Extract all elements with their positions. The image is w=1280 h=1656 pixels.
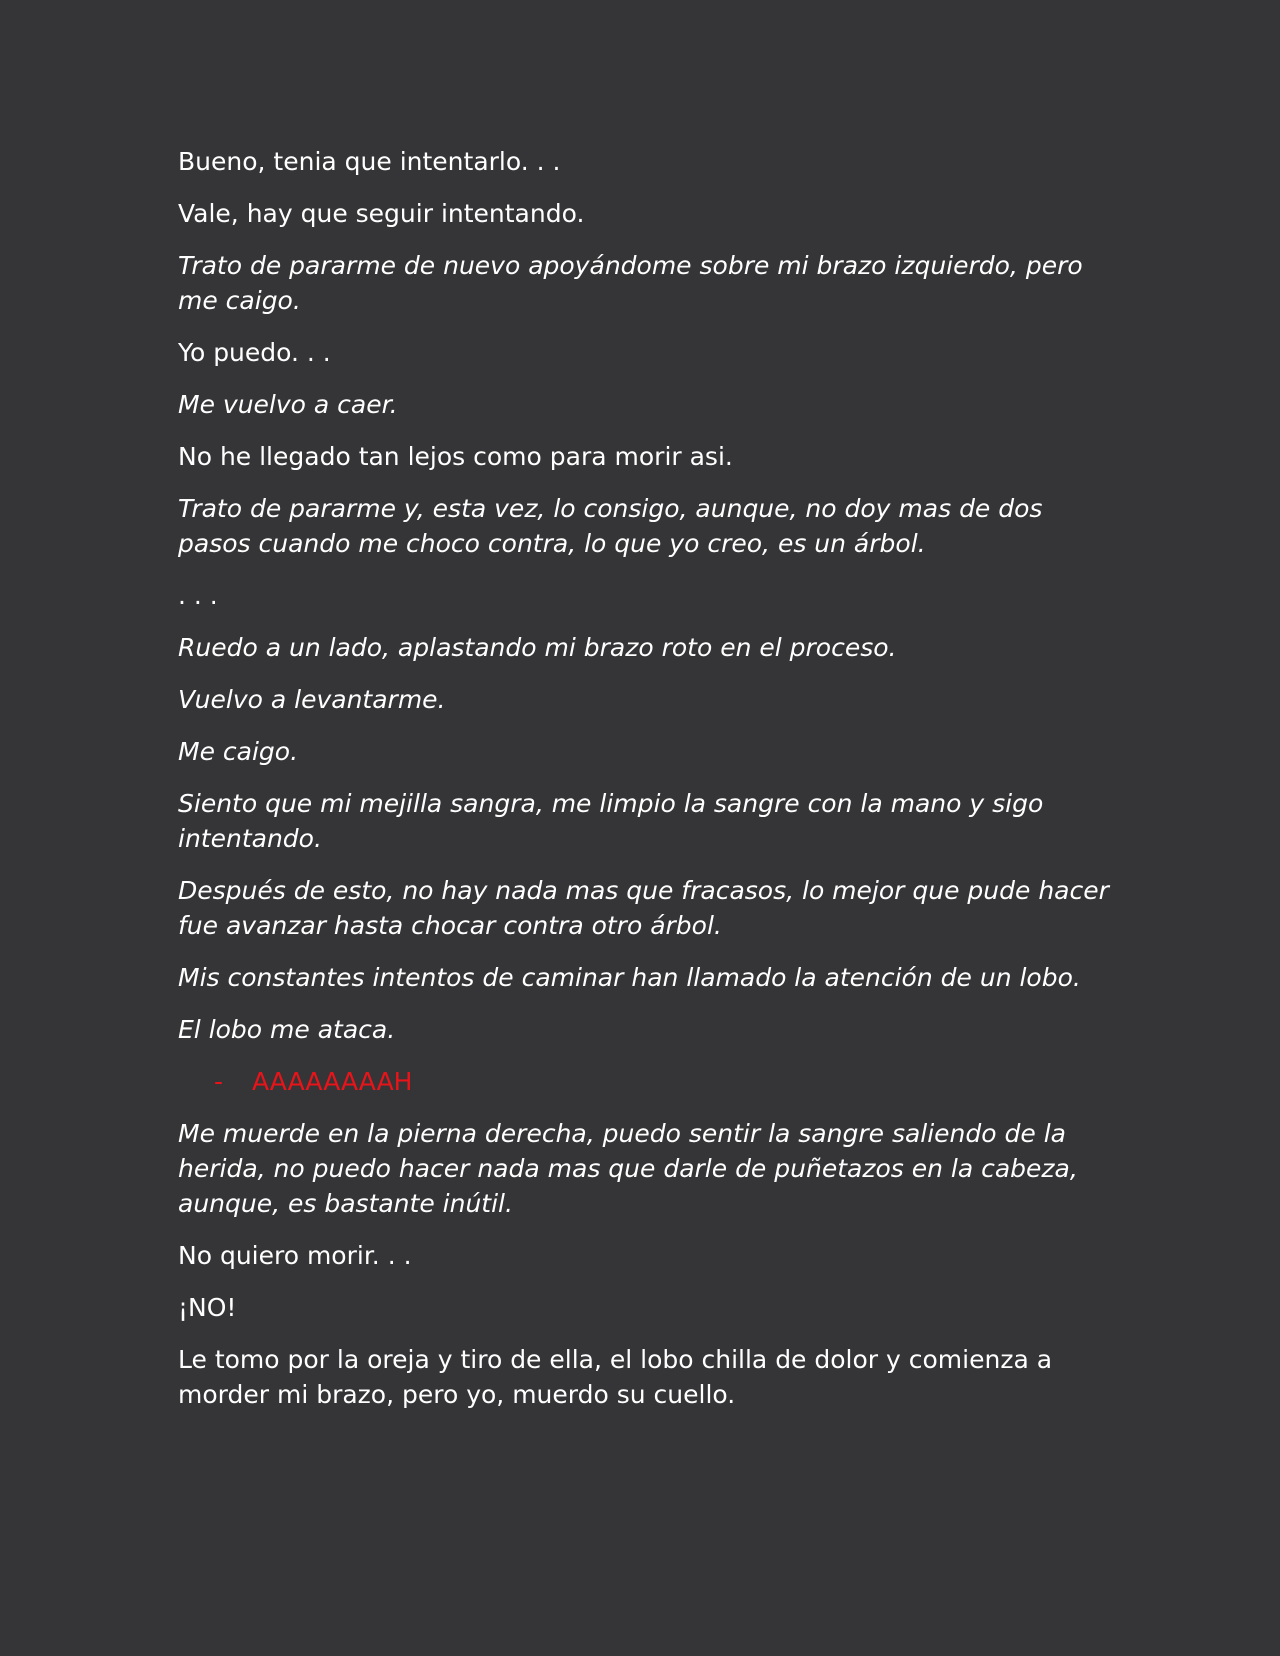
paragraph-italic: Siento que mi mejilla sangra, me limpio la sangre con la mano y sigo intentando. [178, 789, 1044, 853]
paragraph-italic: Mis constantes intentos de caminar han llamado la atención de un lobo. [178, 963, 1081, 992]
paragraph: Le tomo por la oreja y tiro de ella, el lobo chilla de dolor y comienza a morder mi brazo, pero yo, muerdo su cuello. [178, 1345, 1053, 1409]
paragraph-italic: Ruedo a un lado, aplastando mi brazo roto en el proceso. [178, 633, 897, 662]
paragraph-italic: Trato de pararme y, esta vez, lo consigo, aunque, no doy mas de dos pasos cuando me choco contra, lo que yo creo, es un árbol. [178, 494, 1043, 558]
paragraph: Bueno, tenia que intentarlo. . . [178, 147, 561, 176]
paragraph: No quiero morir. . . [178, 1241, 412, 1270]
paragraph-italic: El lobo me ataca. [178, 1015, 396, 1044]
paragraph-italic: Trato de pararme de nuevo apoyándome sobre mi brazo izquierdo, pero me caigo. [178, 251, 1083, 315]
paragraph-italic: Me muerde en la pierna derecha, puedo sentir la sangre saliendo de la herida, no puedo hacer nada mas que darle de puñetazos en la cabeza, aunque, es bastante inútil. [178, 1119, 1078, 1218]
dialogue-dash: - [214, 1067, 224, 1096]
paragraph: No he llegado tan lejos como para morir asi. [178, 442, 733, 471]
dialogue-line [178, 1064, 1118, 1099]
document-page [178, 144, 1118, 1429]
ellipsis-paragraph: . . . [178, 581, 218, 610]
paragraph-italic: Después de esto, no hay nada mas que fracasos, lo mejor que pude hacer fue avanzar hasta chocar contra otro árbol. [178, 876, 1109, 940]
dialogue-text: AAAAAAAAH [252, 1067, 413, 1096]
paragraph-italic: Me caigo. [178, 737, 299, 766]
paragraph-italic: Me vuelvo a caer. [178, 390, 398, 419]
paragraph: Yo puedo. . . [178, 338, 331, 367]
paragraph: Vale, hay que seguir intentando. [178, 199, 585, 228]
paragraph-italic: Vuelvo a levantarme. [178, 685, 446, 714]
paragraph: ¡NO! [178, 1293, 237, 1322]
